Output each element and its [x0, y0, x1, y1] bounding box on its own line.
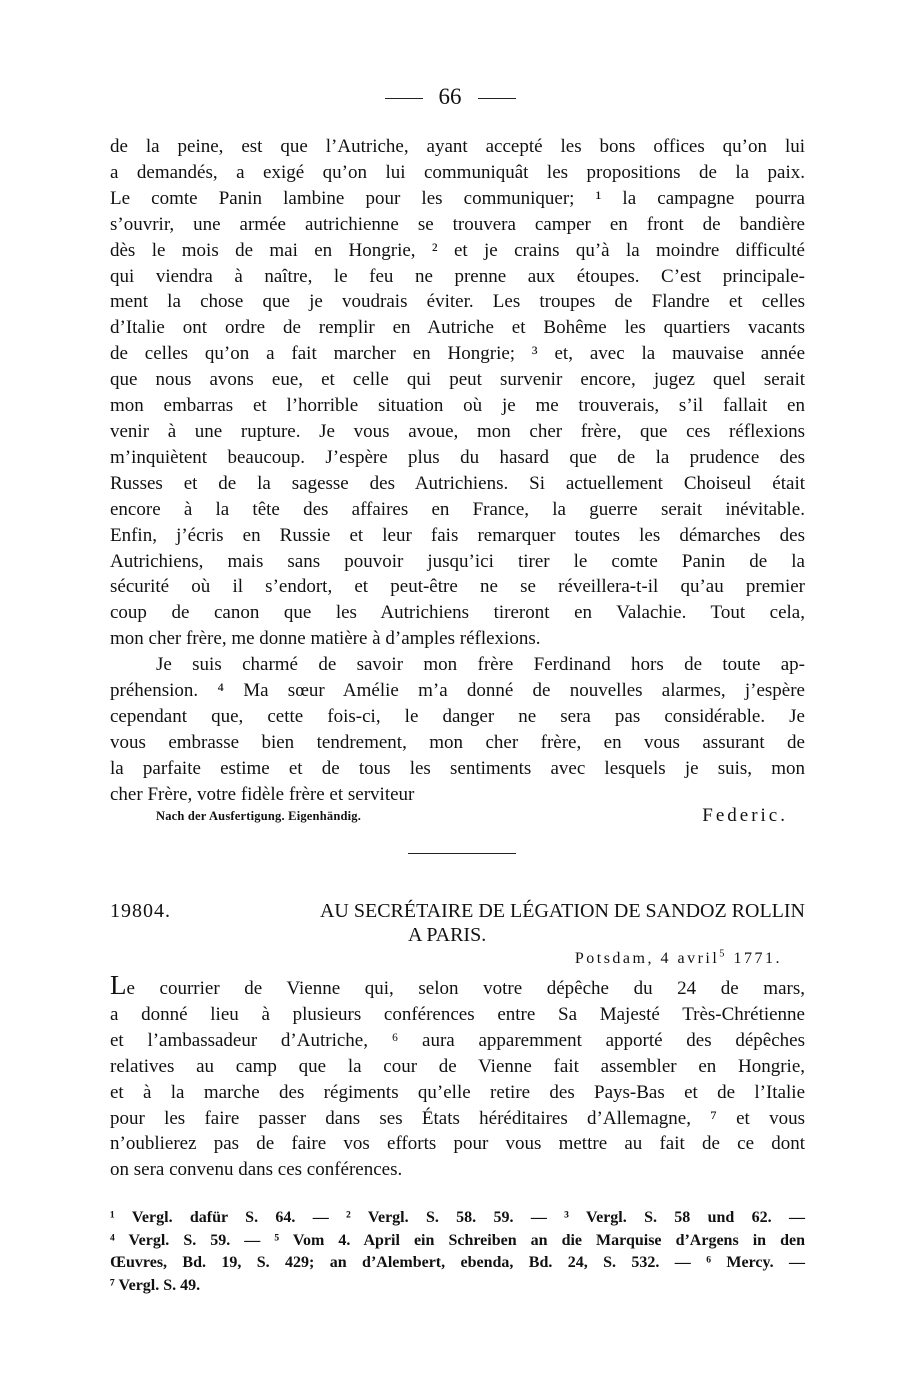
- closing-row: [156, 805, 788, 831]
- text-line: relatives au camp que la cour de Vienne fait assembler en Hongrie,: [110, 1055, 805, 1077]
- letter-number: 19804.: [110, 900, 171, 922]
- text-line: que nous avons eue, et celle qui peut survenir encore, jugez quel serait: [110, 369, 805, 391]
- text-line: mon cher frère, me donne matière à d’amples réflexions.: [110, 628, 541, 650]
- letter-title-line-2: A PARIS.: [408, 924, 487, 946]
- dateline: [575, 950, 782, 968]
- text-line-rest: e courrier de Vienne qui, selon votre dépêche du 24 de mars,: [126, 978, 805, 999]
- text-line: et à la marche des régiments qu’elle retire des Pays-Bas et de l’Italie: [110, 1081, 805, 1103]
- text-line: sécurité où il s’endort, et peut-être ne se réveillera-t-il qu’au premier: [110, 576, 805, 598]
- header-rule-left: [385, 98, 423, 99]
- header-rule-right: [478, 98, 516, 99]
- footnotes: [110, 1207, 805, 1297]
- text-line: vous embrasse bien tendrement, mon cher frère, en vous assurant de: [110, 731, 805, 753]
- text-line: a demandés, a exigé qu’on lui communiquât les propositions de la paix.: [110, 161, 805, 183]
- text-line: encore à la tête des affaires en France, la guerre serait inévitable.: [110, 498, 805, 520]
- page-number: 66: [438, 84, 462, 109]
- letter-body: [110, 970, 805, 1183]
- text-line: ment la chose que je voudrais éviter. Les troupes de Flandre et celles: [110, 291, 805, 313]
- text-line: Russes et de la sagesse des Autrichiens. Si actuellement Choiseul était: [110, 472, 805, 494]
- source-note: Nach der Ausfertigung. Eigenhändig.: [156, 809, 362, 823]
- text-line: Enfin, j’écris en Russie et leur fais remarquer toutes les démarches des: [110, 524, 805, 546]
- text-line: coup de canon que les Autrichiens tireront en Valachie. Tout cela,: [110, 602, 805, 624]
- text-line: m’inquiètent beaucoup. J’espère plus du hasard que de la prudence des: [110, 446, 805, 468]
- letter-title-line-1: AU SECRÉTAIRE DE LÉGATION DE SANDOZ ROLLIN: [319, 900, 805, 922]
- text-line: de celles qu’on a fait marcher en Hongrie; ³ et, avec la mauvaise année: [110, 343, 805, 365]
- text-line: n’oublierez pas de faire vos efforts pour vous mettre au fait de ce dont: [110, 1133, 805, 1155]
- text-line: Autrichiens, mais sans pouvoir jusqu’ici tirer le comte Panin de la: [110, 550, 805, 572]
- footnote-line: ⁷ Vergl. S. 49.: [110, 1276, 201, 1294]
- footnote-line: ¹ Vergl. dafür S. 64. — ² Vergl. S. 58. 59. — ³ Vergl. S. 58 und 62. —: [110, 1209, 805, 1226]
- dateline-place-date: Potsdam, 4 avril: [574, 950, 720, 967]
- text-line: préhension. ⁴ Ma sœur Amélie m’a donné de nouvelles alarmes, j’espère: [110, 680, 805, 702]
- text-line: dès le mois de mai en Hongrie, ² et je crains qu’à la moindre difficulté: [110, 239, 805, 261]
- text-line: et l’ambassadeur d’Autriche, ⁶ aura apparemment apporté des dépêches: [110, 1029, 805, 1051]
- text-line: la parfaite estime et de tous les sentiments avec lesquels je suis, mon: [110, 757, 805, 779]
- text-line: d’Italie ont ordre de remplir en Autriche et Bohême les quartiers vacants: [110, 317, 805, 339]
- signature: Federic.: [702, 805, 788, 826]
- section-divider: [408, 853, 516, 854]
- text-line: cher Frère, votre fidèle frère et serviteur: [110, 783, 415, 805]
- text-line: pour les faire passer dans ses États héréditaires d’Allemagne, ⁷ et vous: [110, 1107, 805, 1129]
- footnote-line: Œuvres, Bd. 19, S. 429; an d’Alembert, ebenda, Bd. 24, S. 532. — ⁶ Mercy. —: [110, 1254, 805, 1271]
- text-line: de la peine, est que l’Autriche, ayant accepté les bons offices qu’on lui: [110, 136, 805, 157]
- text-line: mon embarras et l’horrible situation où je me trouverais, s’il fallait en: [110, 395, 805, 417]
- paragraph-1: [110, 134, 805, 808]
- text-line: cependant que, cette fois-ci, le danger ne sera pas considérable. Je: [110, 705, 805, 727]
- text-line: on sera convenu dans ces conférences.: [110, 1159, 403, 1181]
- text-line: Le comte Panin lambine pour les communiquer; ¹ la campagne pourra: [110, 187, 805, 209]
- drop-cap: L: [110, 970, 127, 1000]
- text-line: Je suis charmé de savoir mon frère Ferdinand hors de toute ap-: [156, 654, 805, 676]
- page-header: [0, 84, 900, 110]
- footnote-line: ⁴ Vergl. S. 59. — ⁵ Vom 4. April ein Schreiben an die Marquise d’Argens in den: [110, 1231, 805, 1249]
- text-line: a donné lieu à plusieurs conférences entre Sa Majesté Très-Chrétienne: [110, 1003, 805, 1025]
- text-line: venir à une rupture. Je vous avoue, mon cher frère, que ces réflexions: [110, 420, 805, 442]
- text-line: [110, 970, 805, 1002]
- text-line: s’ouvrir, une armée autrichienne se trouvera camper en front de bandière: [110, 213, 805, 235]
- dateline-year: 1771.: [727, 950, 782, 967]
- text-line: qui viendra à naître, le feu ne prenne aux étoupes. C’est principale-: [110, 265, 805, 287]
- dateline-footnote-ref: 5: [719, 948, 727, 960]
